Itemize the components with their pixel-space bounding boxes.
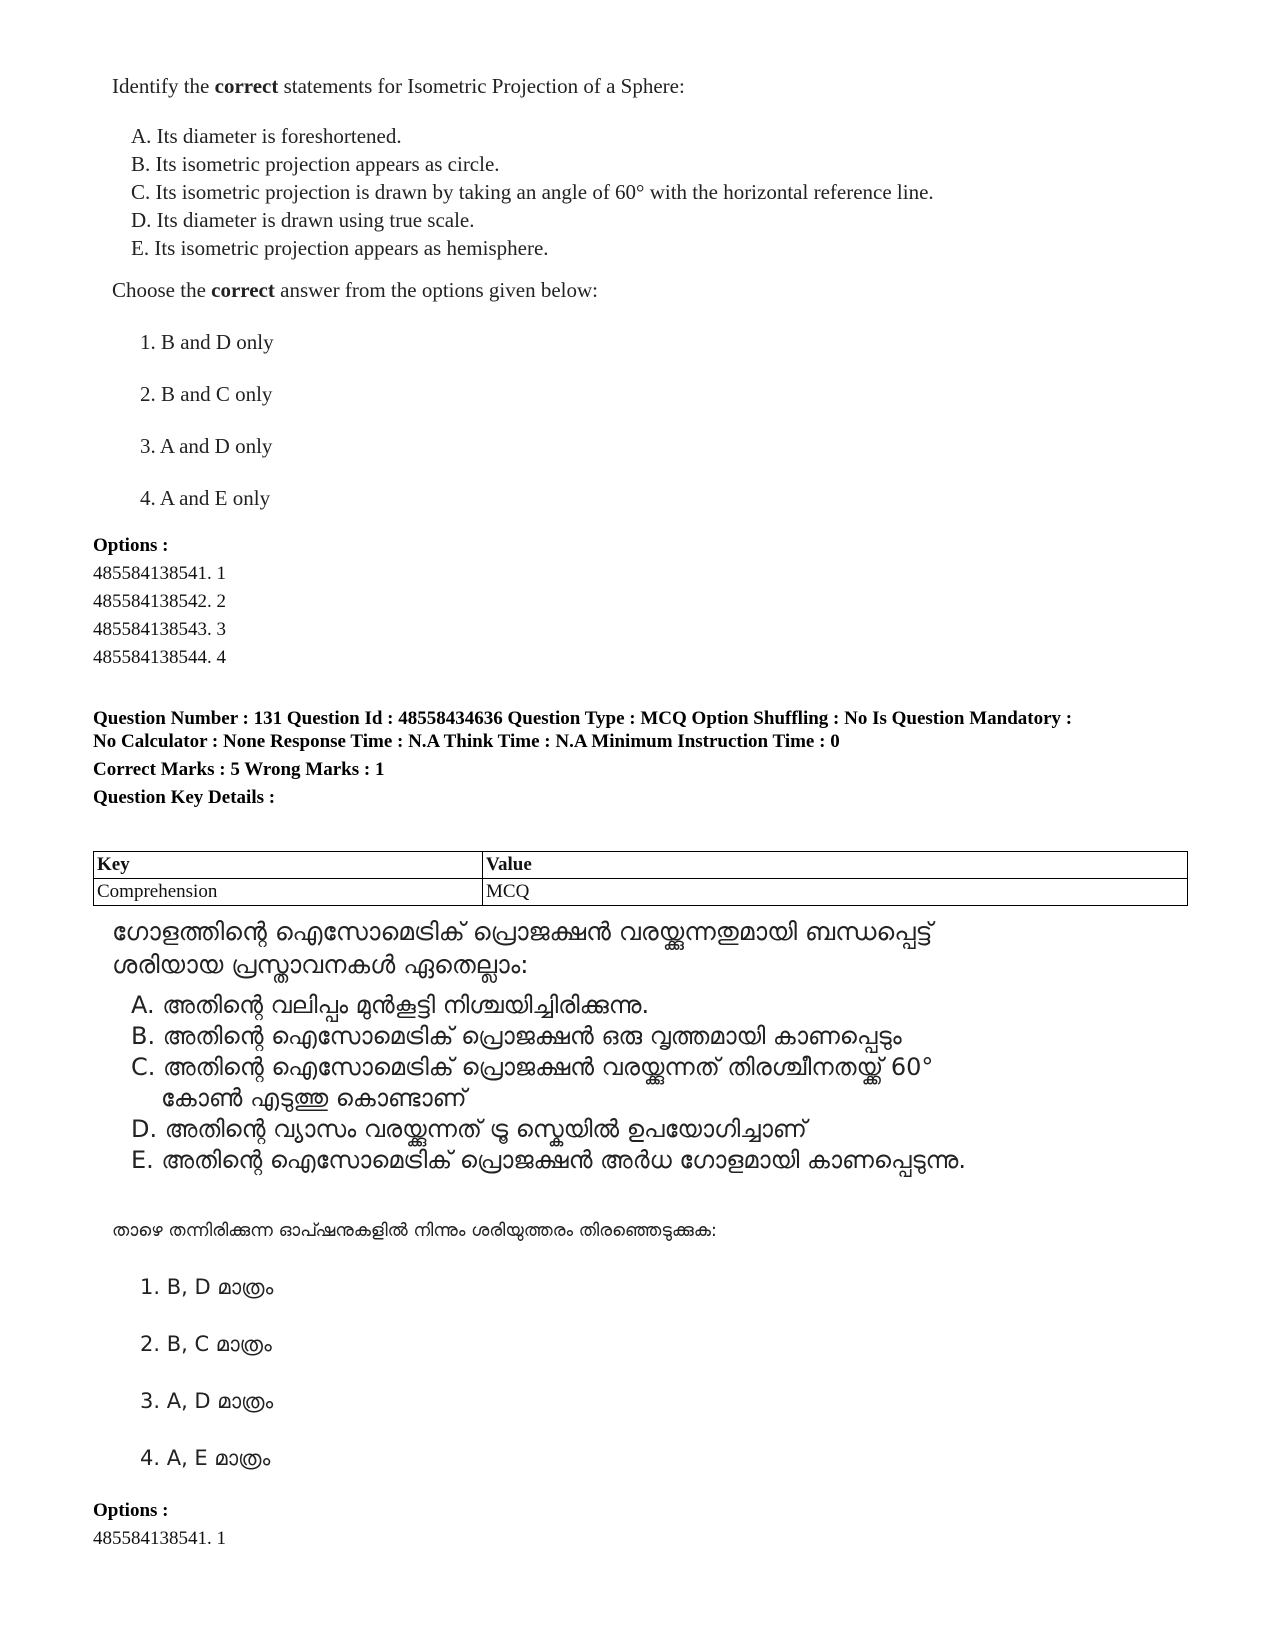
option-line: 485584138541. 1: [93, 563, 226, 584]
table-header-cell: Value: [483, 852, 1188, 879]
question-meta-line-2: No Calculator : None Response Time : N.A Think Time : N.A Minimum Instruction Time : 0: [93, 731, 840, 752]
key-details-table: [93, 851, 1188, 906]
options-label: Options :: [93, 535, 169, 556]
table-cell: MCQ: [483, 879, 1188, 906]
table-row: [94, 879, 1188, 906]
answer-choice-1: 1. B and D only: [140, 330, 274, 354]
ml-answer-choice-1: 1. B, D മാത്രം: [140, 1275, 274, 1299]
ml-choose-instruction: താഴെ തന്നിരിക്കുന്ന ഓപ്ഷനുകളിൽ നിന്നും ശരിയുത്തരം തിരഞ്ഞെടുക്കുക:: [112, 1220, 717, 1241]
ml-statement-list: [131, 990, 966, 1176]
statement-b: B. Its isometric projection appears as circle.: [131, 152, 500, 176]
statement-d: D. Its diameter is drawn using true scale.: [131, 208, 475, 232]
ml-statement-a: A. അതിന്റെ വലിപ്പം മുൻകൂട്ടി നിശ്ചയിച്ചിരിക്കുന്നു.: [131, 991, 650, 1019]
answer-choice-4: 4. A and E only: [140, 486, 271, 510]
choose-instruction: Choose the correct answer from the options given below:: [112, 278, 598, 302]
ml-statement-d: D. അതിന്റെ വ്യാസം വരയ്ക്കുന്നത് ട്രൂ സ്കെയിൽ ഉപയോഗിച്ചാണ്: [131, 1115, 807, 1143]
ml-statement-e: E. അതിന്റെ ഐസോമെട്രിക് പ്രൊജക്ഷൻ അർധ ഗോളമായി കാണപ്പെടുന്നു.: [131, 1146, 966, 1174]
option-line: 485584138542. 2: [93, 591, 226, 612]
question-marks: Correct Marks : 5 Wrong Marks : 1: [93, 759, 385, 780]
option-line: 485584138544. 4: [93, 647, 226, 668]
ml-question-stem: ഗോളത്തിന്റെ ഐസോമെട്രിക് പ്രൊജക്ഷൻ വരയ്ക്കുന്നതുമായി ബന്ധപ്പെട്ട് ശരിയായ പ്രസ്താവനകൾ ഏതെല്ലാം:: [112, 917, 933, 979]
option-line: 485584138543. 3: [93, 619, 226, 640]
ml-answer-choice-3: 3. A, D മാത്രം: [140, 1389, 274, 1413]
options-label: Options :: [93, 1500, 169, 1521]
answer-choice-2: 2. B and C only: [140, 382, 273, 406]
statement-c: C. Its isometric projection is drawn by taking an angle of 60° with the horizontal reference line.: [131, 180, 934, 204]
ml-statement-c-cont: കോൺ എടുത്തു കൊണ്ടാണ്: [161, 1084, 467, 1112]
ml-answer-choice-4: 4. A, E മാത്രം: [140, 1446, 271, 1470]
table-header-row: [94, 852, 1188, 879]
statement-a: A. Its diameter is foreshortened.: [131, 124, 402, 148]
ml-statement-c: C. അതിന്റെ ഐസോമെട്രിക് പ്രൊജക്ഷൻ വരയ്ക്കുന്നത് തിരശ്ചീനതയ്ക്ക് 60°: [131, 1053, 934, 1081]
question-meta-line-1: Question Number : 131 Question Id : 48558434636 Question Type : MCQ Option Shuffling : No Is Question Mandatory :: [93, 708, 1073, 729]
answer-choice-3: 3. A and D only: [140, 434, 273, 458]
key-details-label: Question Key Details :: [93, 787, 276, 808]
statement-list: [131, 122, 934, 262]
table-cell: Comprehension: [94, 879, 483, 906]
option-line: 485584138541. 1: [93, 1528, 226, 1549]
table-header-cell: Key: [94, 852, 483, 879]
statement-e: E. Its isometric projection appears as hemisphere.: [131, 236, 549, 260]
ml-answer-choice-2: 2. B, C മാത്രം: [140, 1332, 272, 1356]
ml-statement-b: B. അതിന്റെ ഐസോമെട്രിക് പ്രൊജക്ഷൻ ഒരു വൃത്തമായി കാണപ്പെടും: [131, 1022, 902, 1050]
question-stem: Identify the correct statements for Isometric Projection of a Sphere:: [112, 74, 685, 98]
